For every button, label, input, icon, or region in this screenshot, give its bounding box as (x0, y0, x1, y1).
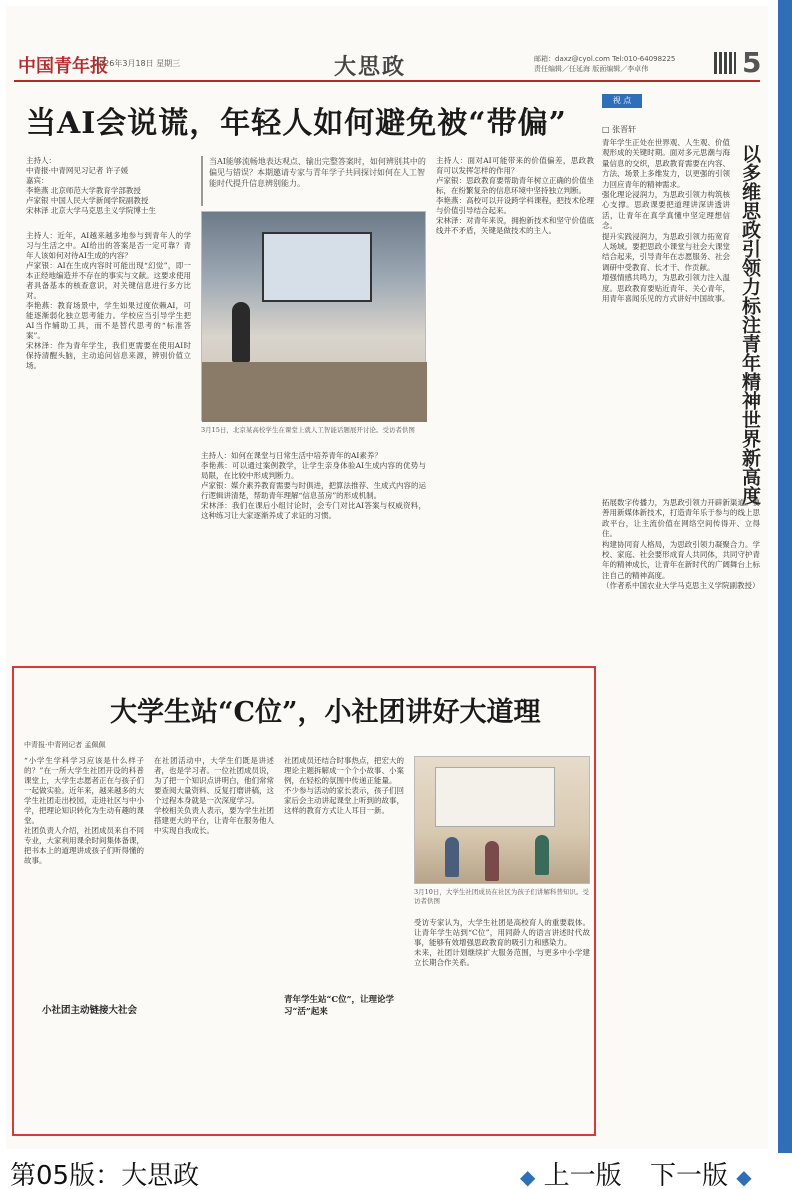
arrow-right-icon: ◆ (736, 1165, 752, 1189)
feature-byline: 中青报·中青网记者 孟佩佩 (24, 741, 106, 749)
speaker-figure (232, 302, 250, 362)
sidebar-tag: 视 点 (602, 94, 642, 108)
masthead (14, 46, 762, 82)
issue-date: 2026年3月18日 星期三 (94, 59, 181, 68)
next-page-link[interactable] (650, 1155, 752, 1189)
feature-subhead-1: 小社团主动链接大社会 (42, 1005, 138, 1016)
prev-page-label: 上一版 (543, 1161, 622, 1189)
classroom-photo[interactable] (201, 211, 426, 421)
feature-col-1: “小学生学科学习应该是什么样子的？”在一所大学生社团开设的科普课堂上，大学生志愿者正在与孩子们一起做实验。近年来，越来越多的大学生社团走出校园，走进社区与中小学，把理论知识转化为生动有趣的课堂。 社团负责人介绍，社团成员来自不同专业，大家利用课余时间集体备课，把书本上的道理讲成孩子们听得懂的故事。 (24, 756, 144, 865)
sidebar-title[interactable]: 以多维思政引领力标注青年精神世界新高度 (739, 144, 761, 505)
top-photo-caption: 3月15日，北京某高校学生在课堂上就人工智能话题展开讨论。受访者供图 (201, 426, 415, 434)
student-figure (535, 835, 549, 875)
page-label: 第05版：大思政 (10, 1161, 200, 1189)
sidebar-body: 青年学生正处在世界观、人生观、价值观形成的关键时期。面对多元思潮与海量信息的交织，思政教育需要在内容、方法、场景上多维发力，以更强的引领力回应青年的精神需求。 强化理论浸润力，为思政引领力构筑核心支撑。思政课要把道理讲深讲透讲活，让青年在真学真懂中坚定理想信念。 提升实践浸润力，为思政引领力拓宽育人场域。要把思政小课堂与社会大课堂结合起来，引导青年在志愿服务、社会调研中受教育、长才干、作贡献。 增强情感共鸣力，为思政引领力注入温度。思政教育要贴近青年、关心青年，用青年喜闻乐见的方式讲好中国故事。 (602, 138, 730, 304)
arrow-left-icon: ◆ (520, 1165, 536, 1189)
feature-col-3: 社团成员还结合时事热点，把宏大的理论主题拆解成一个个小故事、小案例，在轻松的氛围中传递正能量。 不少参与活动的家长表示，孩子们回家后会主动讲起课堂上听到的故事，这样的教育方式让人耳目一新。 (284, 756, 404, 815)
next-page-label: 下一版 (650, 1161, 729, 1189)
top-article-headline[interactable]: 当AI会说谎，年轻人如何避免被“带偏” (26, 106, 567, 141)
section-name: 大思政 (334, 54, 407, 80)
page-footer (0, 1153, 792, 1189)
whiteboard (435, 767, 555, 827)
feature-col-2: 在社团活动中，大学生们既是讲述者，也是学习者。一位社团成员说，为了把一个知识点讲明白，他们常常要查阅大量资料、反复打磨讲稿，这个过程本身就是一次深度学习。 学校相关负责人表示，要为学生社团搭建更大的平台，让青年在服务他人中实现自我成长。 (154, 756, 274, 835)
feature-subhead-2: 青年学生站“C位”，让理论学习“活”起来 (284, 995, 395, 1017)
top-article-col-3: 主持人：面对AI可能带来的价值偏差，思政教育可以发挥怎样的作用？ 卢家银：思政教育要帮助青年树立正确的价值坐标，在纷繁复杂的信息环境中坚持独立判断。 李艳燕：高校可以开设跨学科课程，把技术伦理与价值引导结合起来。 宋林泽：对青年来说，拥抱新技术和坚守价值底线并不矛盾，关键是做技术的主人。 (436, 156, 594, 235)
sidebar-body-lower: 拓展数字传播力，为思政引领力开辟新渠道。要善用新媒体新技术，打造青年乐于参与的线上思政平台，让主流价值在网络空间传得开、立得住。 构建协同育人格局，为思政引领力凝聚合力。学校、家庭、社会要形成育人共同体，共同守护青年的精神成长，让青年在新时代的广阔舞台上标注自己的精神高度。 （作者系中国农业大学马克思主义学院副教授） (602, 498, 760, 591)
top-article-col-1: 主持人：近年，AI越来越多地参与到青年人的学习与生活之中。AI给出的答案是否一定可靠？青年人该如何对待AI生成的内容？ 卢家银：AI在生成内容时可能出现“幻觉”，即一本正经地编造并不存在的事实与文献。这要求使用者具备基本的核查意识，对关键信息进行多方比对。 李艳燕：教育场景中，学生如果过度依赖AI，可能逐渐弱化独立思考能力。学校应当引导学生把AI当作辅助工具，而不是替代思考的“标准答案”。 宋林泽：作为青年学生，我们更需要在使用AI时保持清醒头脑，主动追问信息来源，辨别价值立场。 (26, 231, 191, 370)
prev-page-link[interactable] (520, 1155, 622, 1189)
feature-title[interactable]: 大学生站“C位”，小社团讲好大道理 (110, 697, 541, 728)
feature-col-4: 受访专家认为，大学生社团是高校育人的重要载体。让青年学生站到“C位”，用同龄人的语言讲述时代故事，能够有效增强思政教育的吸引力和感染力。 未来，社团计划继续扩大服务范围，与更多中小学建立长期合作关系。 (414, 918, 590, 967)
sidebar-author: □ 张晋轩 (602, 125, 637, 134)
newspaper-logo: 中国青年报 (18, 56, 108, 77)
student-figure (485, 841, 499, 881)
feature-photo-caption: 3月10日，大学生社团成员在社区为孩子们讲解科普知识。受访者供图 (414, 888, 589, 905)
editor-info: 邮箱：daxz@cyol.com Tel:010-64098225 责任编辑／任延海 版面编辑／李卓伟 (534, 55, 676, 73)
opinion-sidebar (602, 94, 762, 1134)
page-number: 5 (742, 46, 762, 79)
qr-code-icon (714, 52, 736, 74)
feature-photo[interactable] (414, 756, 590, 884)
desk-row (202, 362, 427, 422)
student-figure (445, 837, 459, 877)
highlighted-feature-article[interactable] (12, 666, 596, 1136)
top-article-intro: 当AI能够流畅地表达观点、输出完整答案时，如何辨别其中的偏见与错误？本期邀请专家与青年学子共同探讨如何在人工智能时代提升信息辨别能力。 (201, 156, 431, 206)
projector-screen (262, 232, 372, 302)
top-article-col-2: 主持人：如何在课堂与日常生活中培养青年的AI素养？ 李艳燕：可以通过案例教学，让学生亲身体验AI生成内容的优势与局限，在比较中形成判断力。 卢家银：媒介素养教育需要与时俱进，把算法推荐、生成式内容的运行逻辑讲清楚，帮助青年理解“信息茧房”的形成机制。 宋林泽：我们在课后小组讨论时，会专门对比AI答案与权威资料，这种练习让大家逐渐养成了求证的习惯。 (201, 451, 426, 520)
host-guest-list: 主持人： 中青报·中青网见习记者 许子媛 嘉宾： 李艳燕 北京师范大学教育学部教授 卢家银 中国人民大学新闻学院副教授 宋林泽 北京大学马克思主义学院博士生 (26, 156, 156, 215)
newspaper-page (6, 6, 768, 1149)
